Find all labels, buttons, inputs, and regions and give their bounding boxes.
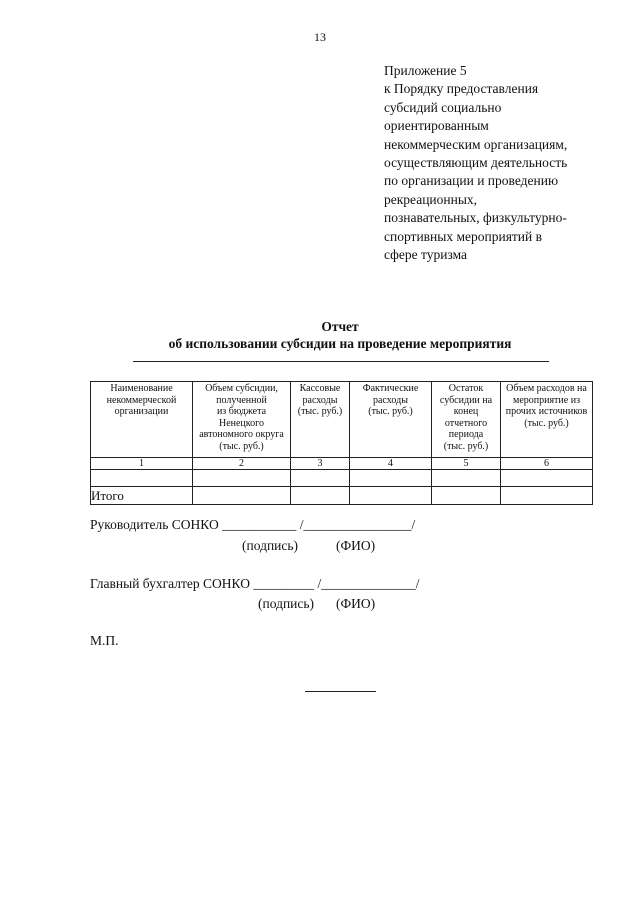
accountant-signature-fill: _________ /______________/ (249, 576, 420, 591)
end-rule (305, 691, 376, 692)
table-cell (193, 470, 291, 487)
appendix-line: осуществляющим деятельность (384, 155, 568, 171)
report-title: Отчет (321, 319, 359, 334)
table-row (91, 470, 593, 487)
title-underline (133, 361, 549, 362)
table-cell (291, 487, 350, 505)
accountant-signature-label: Главный бухгалтер СОНКО (90, 576, 250, 591)
appendix-line: к Порядку предоставления (384, 81, 539, 97)
table-cell (193, 487, 291, 505)
head-signature-label: Руководитель СОНКО (90, 517, 219, 532)
header-cell: Фактические расходы (тыс. руб.) (350, 382, 432, 458)
total-row (91, 487, 593, 505)
table-cell (350, 470, 432, 487)
column-number: 2 (193, 458, 291, 470)
head-signature-caption-sign: (подпись) (242, 538, 299, 553)
header-cell: Кассовые расходы (тыс. руб.) (291, 382, 350, 458)
table-cell (432, 470, 501, 487)
header-cell: Наименование некоммерческой организации (91, 382, 193, 458)
table-header-row (91, 382, 593, 458)
accountant-signature-caption-sign: (подпись) (258, 596, 315, 611)
column-number: 3 (291, 458, 350, 470)
column-number: 5 (432, 458, 501, 470)
table-cell (501, 487, 593, 505)
table-cell (432, 487, 501, 505)
appendix-line: ориентированным (384, 118, 489, 134)
column-number: 4 (350, 458, 432, 470)
appendix-line: рекреационных, (384, 191, 478, 207)
appendix-line: спортивных мероприятий в (384, 228, 542, 244)
appendix-line: познавательных, физкультурно- (384, 210, 567, 226)
column-number: 6 (501, 458, 593, 470)
head-signature-caption-name: (ФИО) (336, 538, 376, 553)
appendix-line: Приложение 5 (384, 63, 467, 78)
appendix-line: по организации и проведению (384, 173, 559, 189)
head-signature-fill: ___________ /________________/ (218, 517, 416, 532)
page-number: 13 (314, 30, 326, 44)
report-table (90, 381, 593, 505)
appendix-line: некоммерческим организациям, (384, 136, 568, 152)
accountant-signature-caption-name: (ФИО) (336, 596, 376, 611)
appendix-line: сфере туризма (384, 247, 468, 263)
appendix-line: субсидий социально (384, 99, 502, 115)
table-cell (501, 470, 593, 487)
total-label: Итого (91, 487, 193, 505)
appendix-block (384, 62, 614, 264)
head-signature-line (90, 517, 415, 533)
header-cell: Объем субсидии, полученной из бюджета Ненецкого автономного округа (тыс. руб.) (193, 382, 291, 458)
table-cell (91, 470, 193, 487)
table-cell (350, 487, 432, 505)
report-title-block (0, 318, 640, 352)
stamp-place: М.П. (90, 633, 119, 648)
accountant-signature-line (90, 576, 419, 592)
column-number-row (91, 458, 593, 470)
header-cell: Остаток субсидии на конец отчетного периода (тыс. руб.) (432, 382, 501, 458)
header-cell: Объем расходов на мероприятие из прочих источников (тыс. руб.) (501, 382, 593, 458)
report-subtitle: об использовании субсидии на проведение мероприятия (168, 336, 512, 351)
table-cell (291, 470, 350, 487)
column-number: 1 (91, 458, 193, 470)
